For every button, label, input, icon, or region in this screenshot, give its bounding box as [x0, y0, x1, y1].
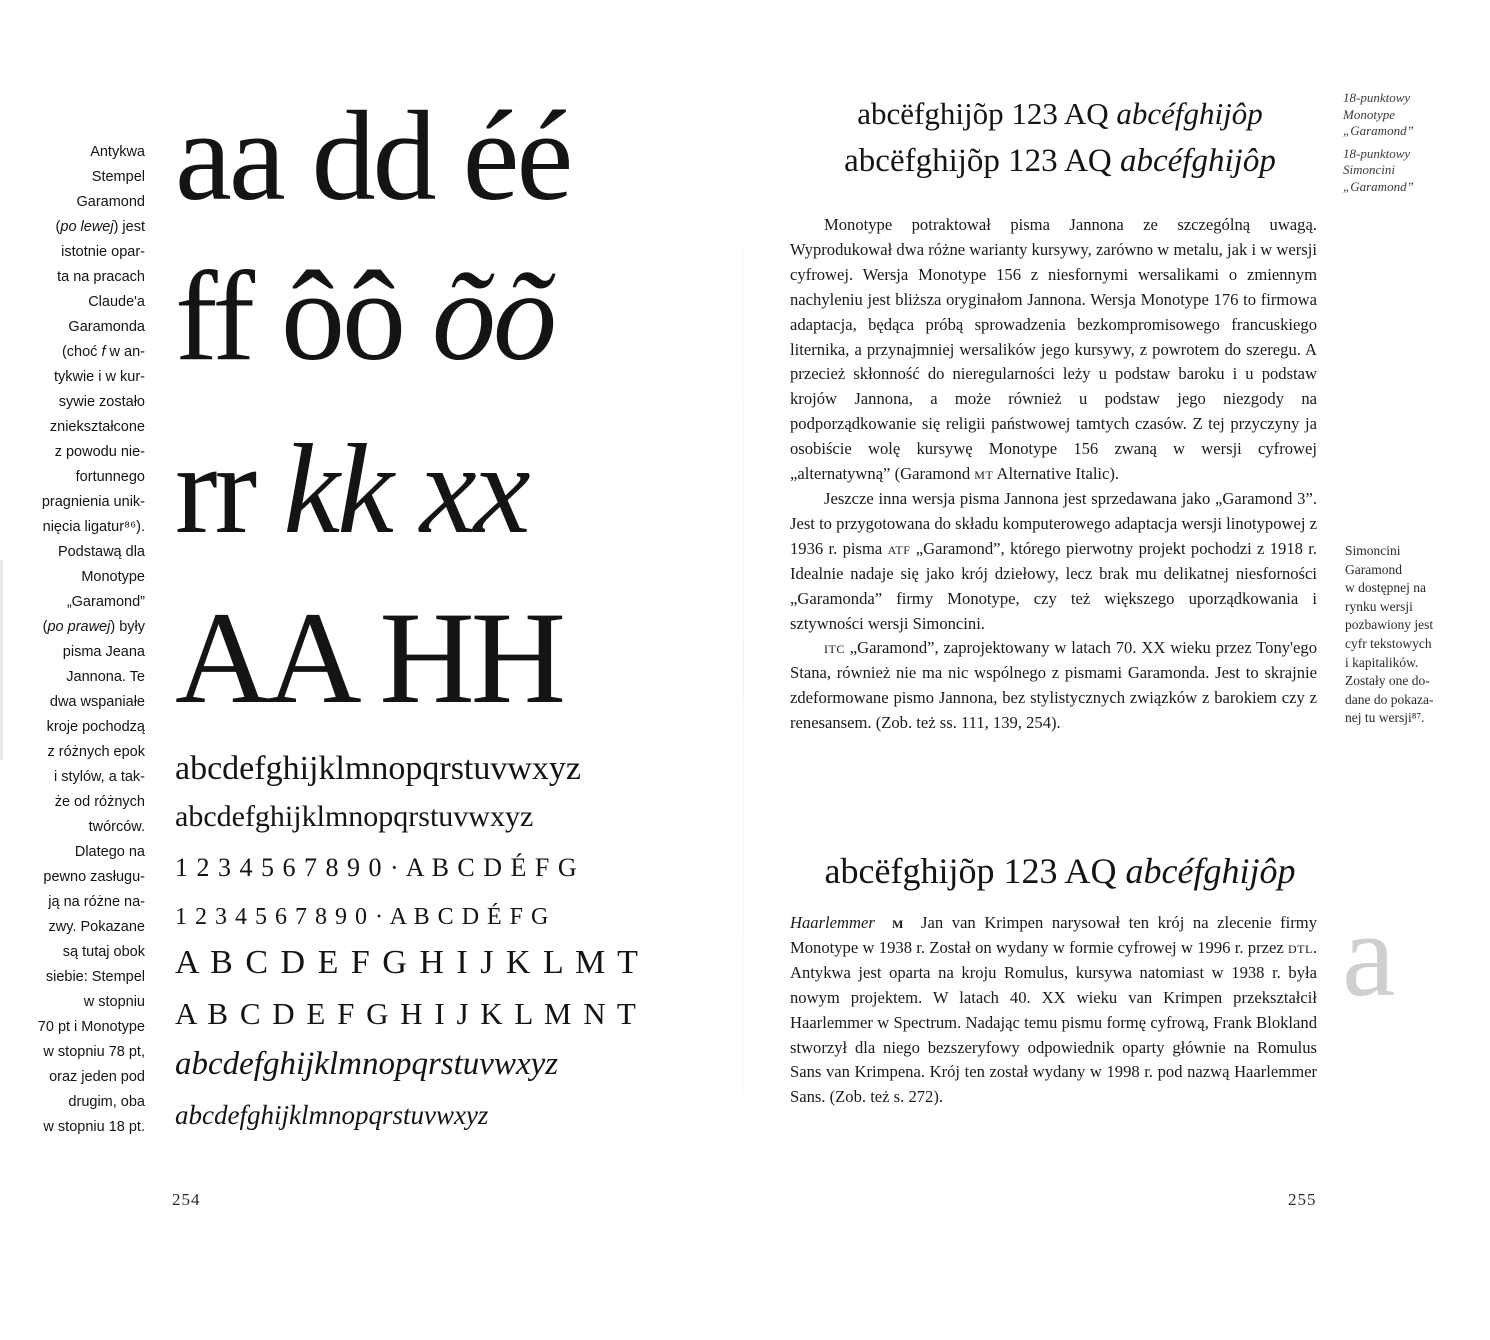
- margin-line: 70 pt i Monotype: [37, 1019, 145, 1035]
- specimen-lowercase-stempel: abcdefghijklmnopqrstuvwxyz: [175, 750, 582, 787]
- specimen-figures-stempel: 1 2 3 4 5 6 7 8 9 0 · A B C D É F G: [175, 853, 578, 882]
- sample-monotype-garamond: [790, 98, 1330, 129]
- margin-line: siebie: Stempel: [45, 969, 145, 985]
- glyph-pairs: aa dd éé: [175, 85, 571, 227]
- sample-roman: abcëfghijõp 123 AQ: [824, 851, 1117, 891]
- specimen-italic-stempel: abcdefghijklmnopqrstuvwxyz: [175, 1046, 559, 1082]
- sample-italic: abcéfghijôp: [1116, 96, 1263, 131]
- side-note-line: cyfr tekstowych: [1345, 635, 1432, 651]
- margin-line: oraz jeden pod: [49, 1069, 145, 1085]
- side-note-line: w dostępnej na: [1345, 580, 1426, 596]
- margin-line: kroje pochodzą: [46, 719, 145, 735]
- page-edge-shadow: [0, 560, 3, 760]
- body-text-haarlemmer: [790, 911, 1317, 1110]
- specimen-figures-monotype: 1 2 3 4 5 6 7 8 9 0 · A B C D É F G: [175, 904, 550, 930]
- margin-line: nięcia ligatur⁸⁶).: [42, 519, 145, 535]
- margin-line: Stempel: [91, 169, 145, 185]
- specimen-caps-monotype: A B C D E F G H I J K L M N T: [175, 996, 638, 1031]
- margin-line: że od różnych: [54, 794, 145, 810]
- margin-line: fortunnego: [75, 469, 145, 485]
- margin-line: pisma Jeana: [62, 644, 145, 660]
- side-note-line: pozbawiony jest: [1345, 617, 1434, 633]
- margin-line: Garamond: [76, 194, 145, 210]
- margin-line: istotnie opar-: [61, 244, 145, 260]
- margin-line: Garamonda: [68, 319, 145, 335]
- margin-line: w stopniu 78 pt,: [43, 1044, 145, 1060]
- margin-line: ta na pracach: [57, 269, 145, 285]
- margin-line: i stylów, a tak-: [53, 769, 145, 785]
- glyph-row-4: [175, 584, 695, 731]
- margin-line: Antykwa: [90, 144, 145, 160]
- entry-title: Haarlemmer: [790, 913, 875, 932]
- margin-line: w stopniu: [83, 994, 145, 1010]
- margin-line: zwy. Pokazane: [48, 919, 145, 935]
- margin-line: sywie zostało: [58, 394, 145, 410]
- margin-line: pewno zasługu-: [43, 869, 145, 885]
- entry-marker: m: [892, 913, 904, 932]
- sample-italic: abcéfghijôp: [1125, 851, 1296, 891]
- margin-line: (choć f w an-: [61, 344, 145, 360]
- side-note-line: Simoncini: [1343, 162, 1395, 177]
- side-note-line: „Garamond”: [1343, 178, 1414, 194]
- body-text-garamond: [790, 213, 1317, 736]
- side-note-simoncini: [1345, 542, 1460, 728]
- margin-line: „Garamond”: [66, 594, 145, 610]
- margin-line: są tutaj obok: [62, 944, 145, 960]
- specimen-italic-monotype: abcdefghijklmnopqrstuvwxyz: [175, 1100, 489, 1130]
- margin-line: Dlatego na: [74, 844, 145, 860]
- glyph-row-2: [175, 245, 695, 387]
- side-note-line: Zostały one do-: [1345, 673, 1430, 689]
- book-gutter: [743, 40, 744, 1300]
- side-note-line: Simoncini: [1345, 543, 1401, 558]
- margin-line: (po prawej) były: [42, 619, 145, 635]
- side-note-line: Garamond: [1345, 561, 1402, 577]
- specimen-lowercase-monotype: abcdefghijklmnopqrstuvwxyz: [175, 800, 534, 833]
- glyph-row-3: [175, 418, 695, 560]
- side-note-line: 18-punktowy: [1343, 145, 1411, 161]
- sample-italic: abcéfghijôp: [1120, 143, 1276, 179]
- side-note-line: „Garamond”: [1343, 123, 1414, 138]
- specimen-caps-stempel: A B C D E F G H I J K L M T: [175, 944, 640, 981]
- sample-roman: abcëfghijõp 123 AQ: [857, 96, 1109, 131]
- side-note-line: rynku wersji: [1345, 598, 1413, 614]
- side-note-line: dane do pokaza-: [1345, 691, 1434, 707]
- glyph-pairs-roman: ff ôô: [175, 245, 403, 387]
- ghost-letter-sample: a: [1342, 888, 1396, 1021]
- paragraph-itc-garamond: itc „Garamond”, zaprojektowany w latach 70. XX wieku przez Tony'ego Stana, również nie ma nic wspólnego z pismami Garamonda. Jest to skrajnie zdeformowane pismo Jannona, bez stylistycznych związków z barokiem czy z renesansem. (Zob. też ss. 111, 139, 254).: [790, 638, 1317, 733]
- left-margin-note: [20, 140, 145, 1140]
- side-note-line: i kapitalików.: [1345, 654, 1419, 670]
- margin-line: w stopniu 18 pt.: [43, 1119, 145, 1135]
- margin-line: z powodu nie-: [54, 444, 145, 460]
- sample-haarlemmer: [790, 853, 1330, 889]
- margin-line: z różnych epok: [47, 744, 145, 760]
- margin-line: zniekształcone: [49, 419, 145, 435]
- margin-line: dwa wspaniałe: [49, 694, 145, 710]
- margin-line: pragnienia unik-: [41, 494, 145, 510]
- margin-line: drugim, oba: [68, 1094, 145, 1110]
- side-note-line: Monotype: [1343, 106, 1395, 122]
- margin-line: ją na różne na-: [48, 894, 145, 910]
- sample-roman: abcëfghijõp 123 AQ: [844, 143, 1112, 179]
- margin-line: (po lewej) jest: [55, 219, 145, 235]
- paragraph-garamond-3: Jeszcze inna wersja pisma Jannona jest sprzedawana jako „Garamond 3”. Jest to przygotowana do składu komputerowego adaptacja wersji linotypowej z 1936 r. pisma atf „Garamond”, którego pierwotny projekt pochodzi z 1918 r. Idealnie nadaje się jako krój dziełowy, lecz brak mu delikatnej niesforności „Garamonda” firmy Monotype, czy też większego uporządkowania i sztywności wersji Simoncini.: [790, 488, 1317, 633]
- margin-line: twórców.: [88, 819, 145, 835]
- glyph-row-1: [175, 85, 695, 227]
- side-note-sample-labels: [1343, 90, 1488, 195]
- glyph-pairs-caps: AA HH: [175, 584, 563, 731]
- page-number-left: 254: [172, 1190, 201, 1209]
- margin-line: Claude'a: [88, 294, 145, 310]
- paragraph-haarlemmer: Haarlemmer m Jan van Krimpen narysował ten krój na zlecenie firmy Monotype w 1938 r. Został on wydany w formie cyfrowej w 1996 r. przez dtl. Antykwa jest oparta na kroju Romulus, kursywa natomiast w 1938 r. była nowym projektem. W latach 40. XX wieku van Krimpen przekształcił Haarlemmer w Spectrum. Nadając temu pismu formę cyfrową, Frank Blokland stworzył dla niego bezszeryfowy odpowiednik oparty głównie na Romulus Sans van Krimpena. Krój ten został wydany w 1998 r. pod nazwą Haarlemmer Sans. (Zob. też s. 272).: [790, 913, 1317, 1107]
- glyph-pairs-italic: õõ: [431, 245, 554, 387]
- margin-line: Monotype: [81, 569, 145, 585]
- page-number-right: 255: [1288, 1190, 1317, 1209]
- margin-line: Jannona. Te: [66, 669, 145, 685]
- glyph-pairs-roman: rr: [175, 418, 255, 560]
- side-note-line: nej tu wersji⁸⁷.: [1345, 710, 1425, 726]
- margin-line: tykwie i w kur-: [53, 369, 145, 385]
- sample-simoncini-garamond: [790, 145, 1330, 178]
- margin-line: Podstawą dla: [57, 544, 145, 560]
- glyph-pairs-italic: kk xx: [283, 418, 528, 560]
- side-note-line: 18-punktowy: [1343, 90, 1411, 105]
- paragraph-monotype: Monotype potraktował pisma Jannona ze szczególną uwagą. Wyprodukował dwa różne warianty kursywy, zarówno w metalu, jak i w wersji cyfrowej. Wersja Monotype 156 z niesfornymi wersalikami o zmiennym nachyleniu jest bliższa oryginałom Jannona. Wersja Monotype 176 to firmowa adaptacja, będąca próbą sprowadzenia bezkompromisowego francuskiego liternika, a przynajmniej wersalików jego kursywy, z powrotem do szeregu. A przecież skłonność do nieregularności leży u podstaw baroku i u podstaw krojów Jannona, a może również u podstaw jego niezgody na podporządkowanie się religii państwowej tamtych czasów. Z tej przyczyny ja osobiście wolę kursywę Monotype 156 zwaną w wersji cyfrowej „alternatywną” (Garamond mt Alternative Italic).: [790, 215, 1317, 484]
